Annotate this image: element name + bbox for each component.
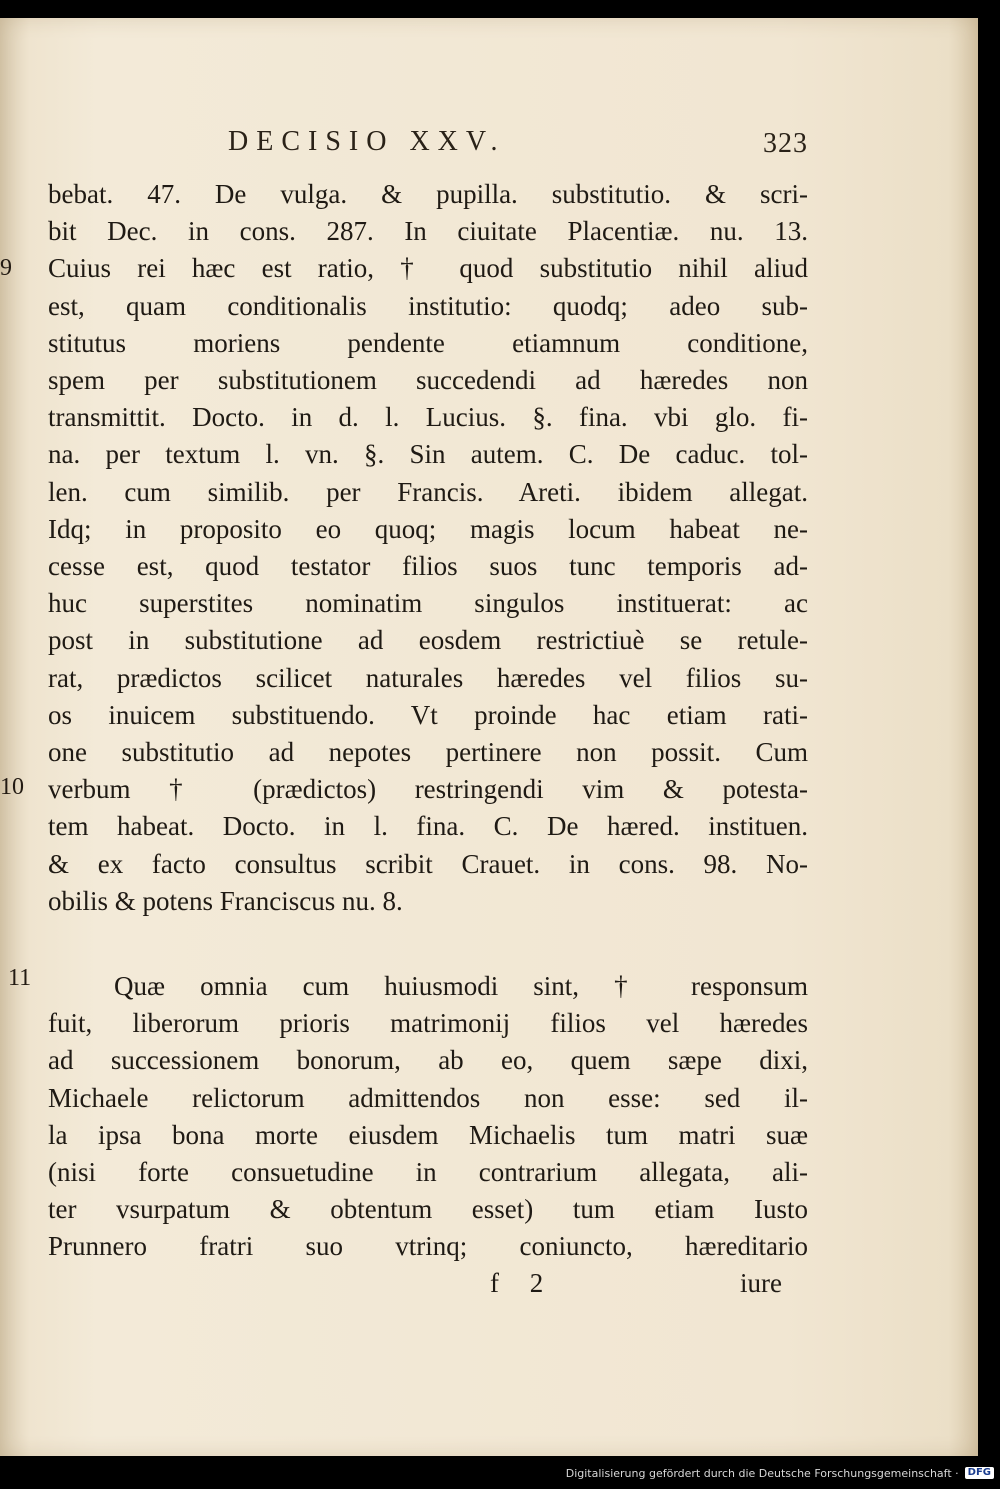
margin-number-10: 10 (0, 774, 24, 800)
text-line: Prunnero fratri suo vtrinq; coniuncto, hæreditario (48, 1231, 808, 1262)
text-line: rat, prædictos scilicet naturales hæredes vel filios su- (48, 662, 808, 693)
text-line: verbum † (prædictos) restringendi vim & potesta- (48, 774, 808, 805)
text-line: one substitutio ad nepotes pertinere non possit. Cum (48, 737, 808, 768)
text-line: Idq; in proposito eo quoq; magis locum habeat ne- (48, 513, 808, 544)
text-line: Cuius rei hæc est ratio, † quod substitutio nihil aliud (48, 253, 808, 284)
text-line: na. per textum l. vn. §. Sin autem. C. De caduc. tol- (48, 439, 808, 470)
catchword: iure (740, 1268, 782, 1298)
signature-mark: f 2 (490, 1268, 556, 1298)
dfg-logo: DFG (965, 1467, 994, 1479)
text-line: Quæ omnia cum huiusmodi sint, † responsum (114, 971, 808, 1002)
running-title: DECISIO XXV. (228, 126, 506, 157)
text-line: Michaele relictorum admittendos non esse: sed il- (48, 1082, 808, 1113)
text-line: obilis & potens Franciscus nu. 8. (48, 885, 403, 916)
text-line: ad successionem bonorum, ab eo, quem sæpe dixi, (48, 1045, 808, 1076)
text-line: bit Dec. in cons. 287. In ciuitate Placentiæ. nu. 13. (48, 216, 808, 247)
digitization-credit (566, 1467, 994, 1479)
text-line: post in substitutione ad eosdem restrictiuè se retule- (48, 625, 808, 656)
text-line: fuit, liberorum prioris matrimonij filios vel hæredes (48, 1008, 808, 1039)
book-page (0, 18, 978, 1456)
text-line: est, quam conditionalis institutio: quodq; adeo sub- (48, 290, 808, 321)
text-line: la ipsa bona morte eiusdem Michaelis tum matri suæ (48, 1119, 808, 1150)
main-text (48, 176, 808, 1266)
text-line: cesse est, quod testator filios suos tunc temporis ad- (48, 551, 808, 582)
paragraph-break (48, 920, 808, 968)
page-header (228, 126, 808, 166)
text-line: bebat. 47. De vulga. & pupilla. substitutio. & scri- (48, 179, 808, 209)
page-number: 323 (763, 128, 808, 159)
text-line: transmittit. Docto. in d. l. Lucius. §. fina. vbi glo. fi- (48, 402, 808, 433)
text-line: stitutus moriens pendente etiamnum conditione, (48, 327, 808, 358)
margin-number-9: 9 (0, 255, 12, 281)
text-line: (nisi forte consuetudine in contrarium allegata, ali- (48, 1157, 808, 1188)
text-line: os inuicem substituendo. Vt proinde hac etiam rati- (48, 699, 808, 730)
text-line: ter vsurpatum & obtentum esset) tum etiam Iusto (48, 1194, 808, 1225)
margin-number-11: 11 (8, 965, 32, 991)
text-line: & ex facto consultus scribit Crauet. in cons. 98. No- (48, 848, 808, 879)
credit-text: Digitalisierung gefördert durch die Deutsche Forschungsgemeinschaft · (565, 1466, 959, 1480)
text-line: spem per substitutionem succedendi ad hæredes non (48, 365, 808, 396)
text-line: tem habeat. Docto. in l. fina. C. De hæred. instituen. (48, 811, 808, 842)
text-line: len. cum similib. per Francis. Areti. ibidem allegat. (48, 476, 808, 507)
text-line: huc superstites nominatim singulos instituerat: ac (48, 588, 808, 619)
